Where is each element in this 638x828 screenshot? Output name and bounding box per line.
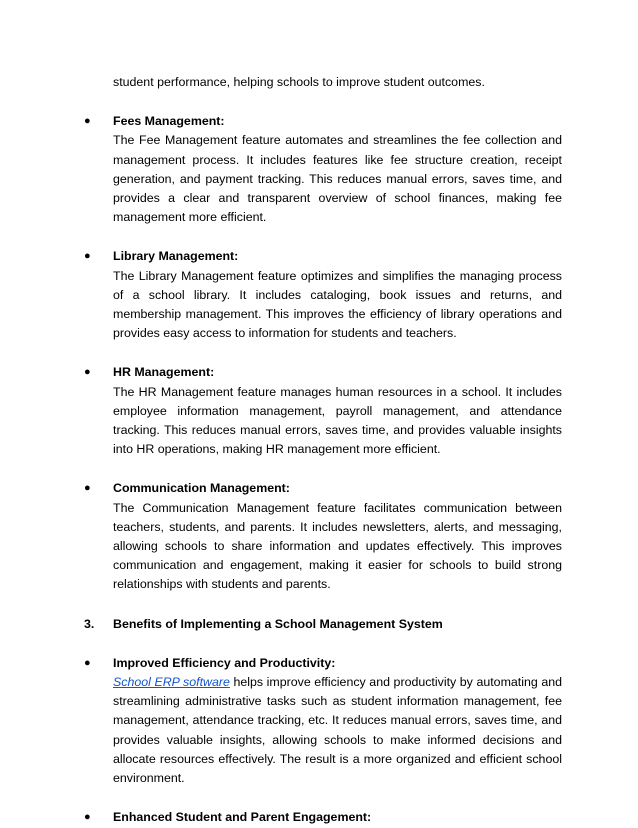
benefit-enhanced-engagement	[84, 808, 562, 827]
feature-title: HR Management:	[113, 365, 215, 380]
bullet-icon: ●	[84, 656, 91, 669]
document-content	[84, 73, 562, 828]
feature-body: The Communication Management feature facilitates communication between teachers, students, and parents. It includes newsletters, alerts, and messaging, allowing schools to share information and updates effectively. This improves communication and engagement, making it easier for schools to build strong relationships with students and parents.	[113, 500, 562, 592]
bullet-icon: ●	[84, 482, 91, 495]
feature-body: The Library Management feature optimizes and simplifies the managing process of a school library. It includes cataloging, book issues and returns, and membership management. This improves the efficiency of library operations and provides easy access to information for students and teachers.	[113, 268, 562, 341]
feature-fees-management	[84, 112, 562, 227]
feature-title: Fees Management:	[113, 114, 225, 129]
spacer	[84, 459, 562, 479]
feature-body: The Fee Management feature automates and streamlines the fee collection and management process. It includes features like fee structure creation, receipt generation, and payment tracking. This reduces manual errors, saves time, and provides a clear and transparent overview of school finances, making fee management more efficient.	[113, 133, 562, 225]
benefit-body-text: helps improve efficiency and productivity by automating and streamlining administrative tasks such as student information management, fee management, attendance tracking, etc. It reduces manual errors, saves time, and provides valuable insights, allowing schools to make informed decisions and allocate resources effectively. The result is a more organized and efficient school environment.	[113, 675, 563, 786]
spacer	[84, 227, 562, 247]
bullet-icon: ●	[84, 366, 91, 379]
benefit-title: Improved Efficiency and Productivity:	[113, 655, 336, 670]
spacer	[84, 343, 562, 363]
feature-title: Library Management:	[113, 249, 239, 264]
spacer	[84, 595, 562, 615]
intro-paragraph: student performance, helping schools to improve student outcomes.	[113, 75, 485, 89]
spacer	[84, 634, 562, 654]
benefit-title: Enhanced Student and Parent Engagement:	[113, 810, 372, 825]
benefit-body	[113, 673, 562, 788]
feature-communication-management	[84, 479, 562, 594]
section-heading-text: Benefits of Implementing a School Management System	[113, 616, 443, 631]
feature-title: Communication Management:	[113, 481, 290, 496]
bullet-icon: ●	[84, 811, 91, 824]
bullet-icon: ●	[84, 250, 91, 263]
school-erp-software-link[interactable]: School ERP software	[113, 675, 230, 690]
section-number: 3.	[84, 616, 95, 631]
feature-library-management	[84, 247, 562, 343]
spacer	[84, 788, 562, 808]
feature-body: The HR Management feature manages human resources in a school. It includes employee information management, payroll management, and attendance tracking. This reduces manual errors, saves time, and provides valuable insights into HR operations, making HR management more efficient.	[113, 384, 562, 457]
benefit-improved-efficiency	[84, 654, 562, 788]
spacer	[84, 92, 562, 112]
section-heading	[84, 615, 562, 634]
feature-hr-management	[84, 363, 562, 459]
bullet-icon: ●	[84, 115, 91, 128]
